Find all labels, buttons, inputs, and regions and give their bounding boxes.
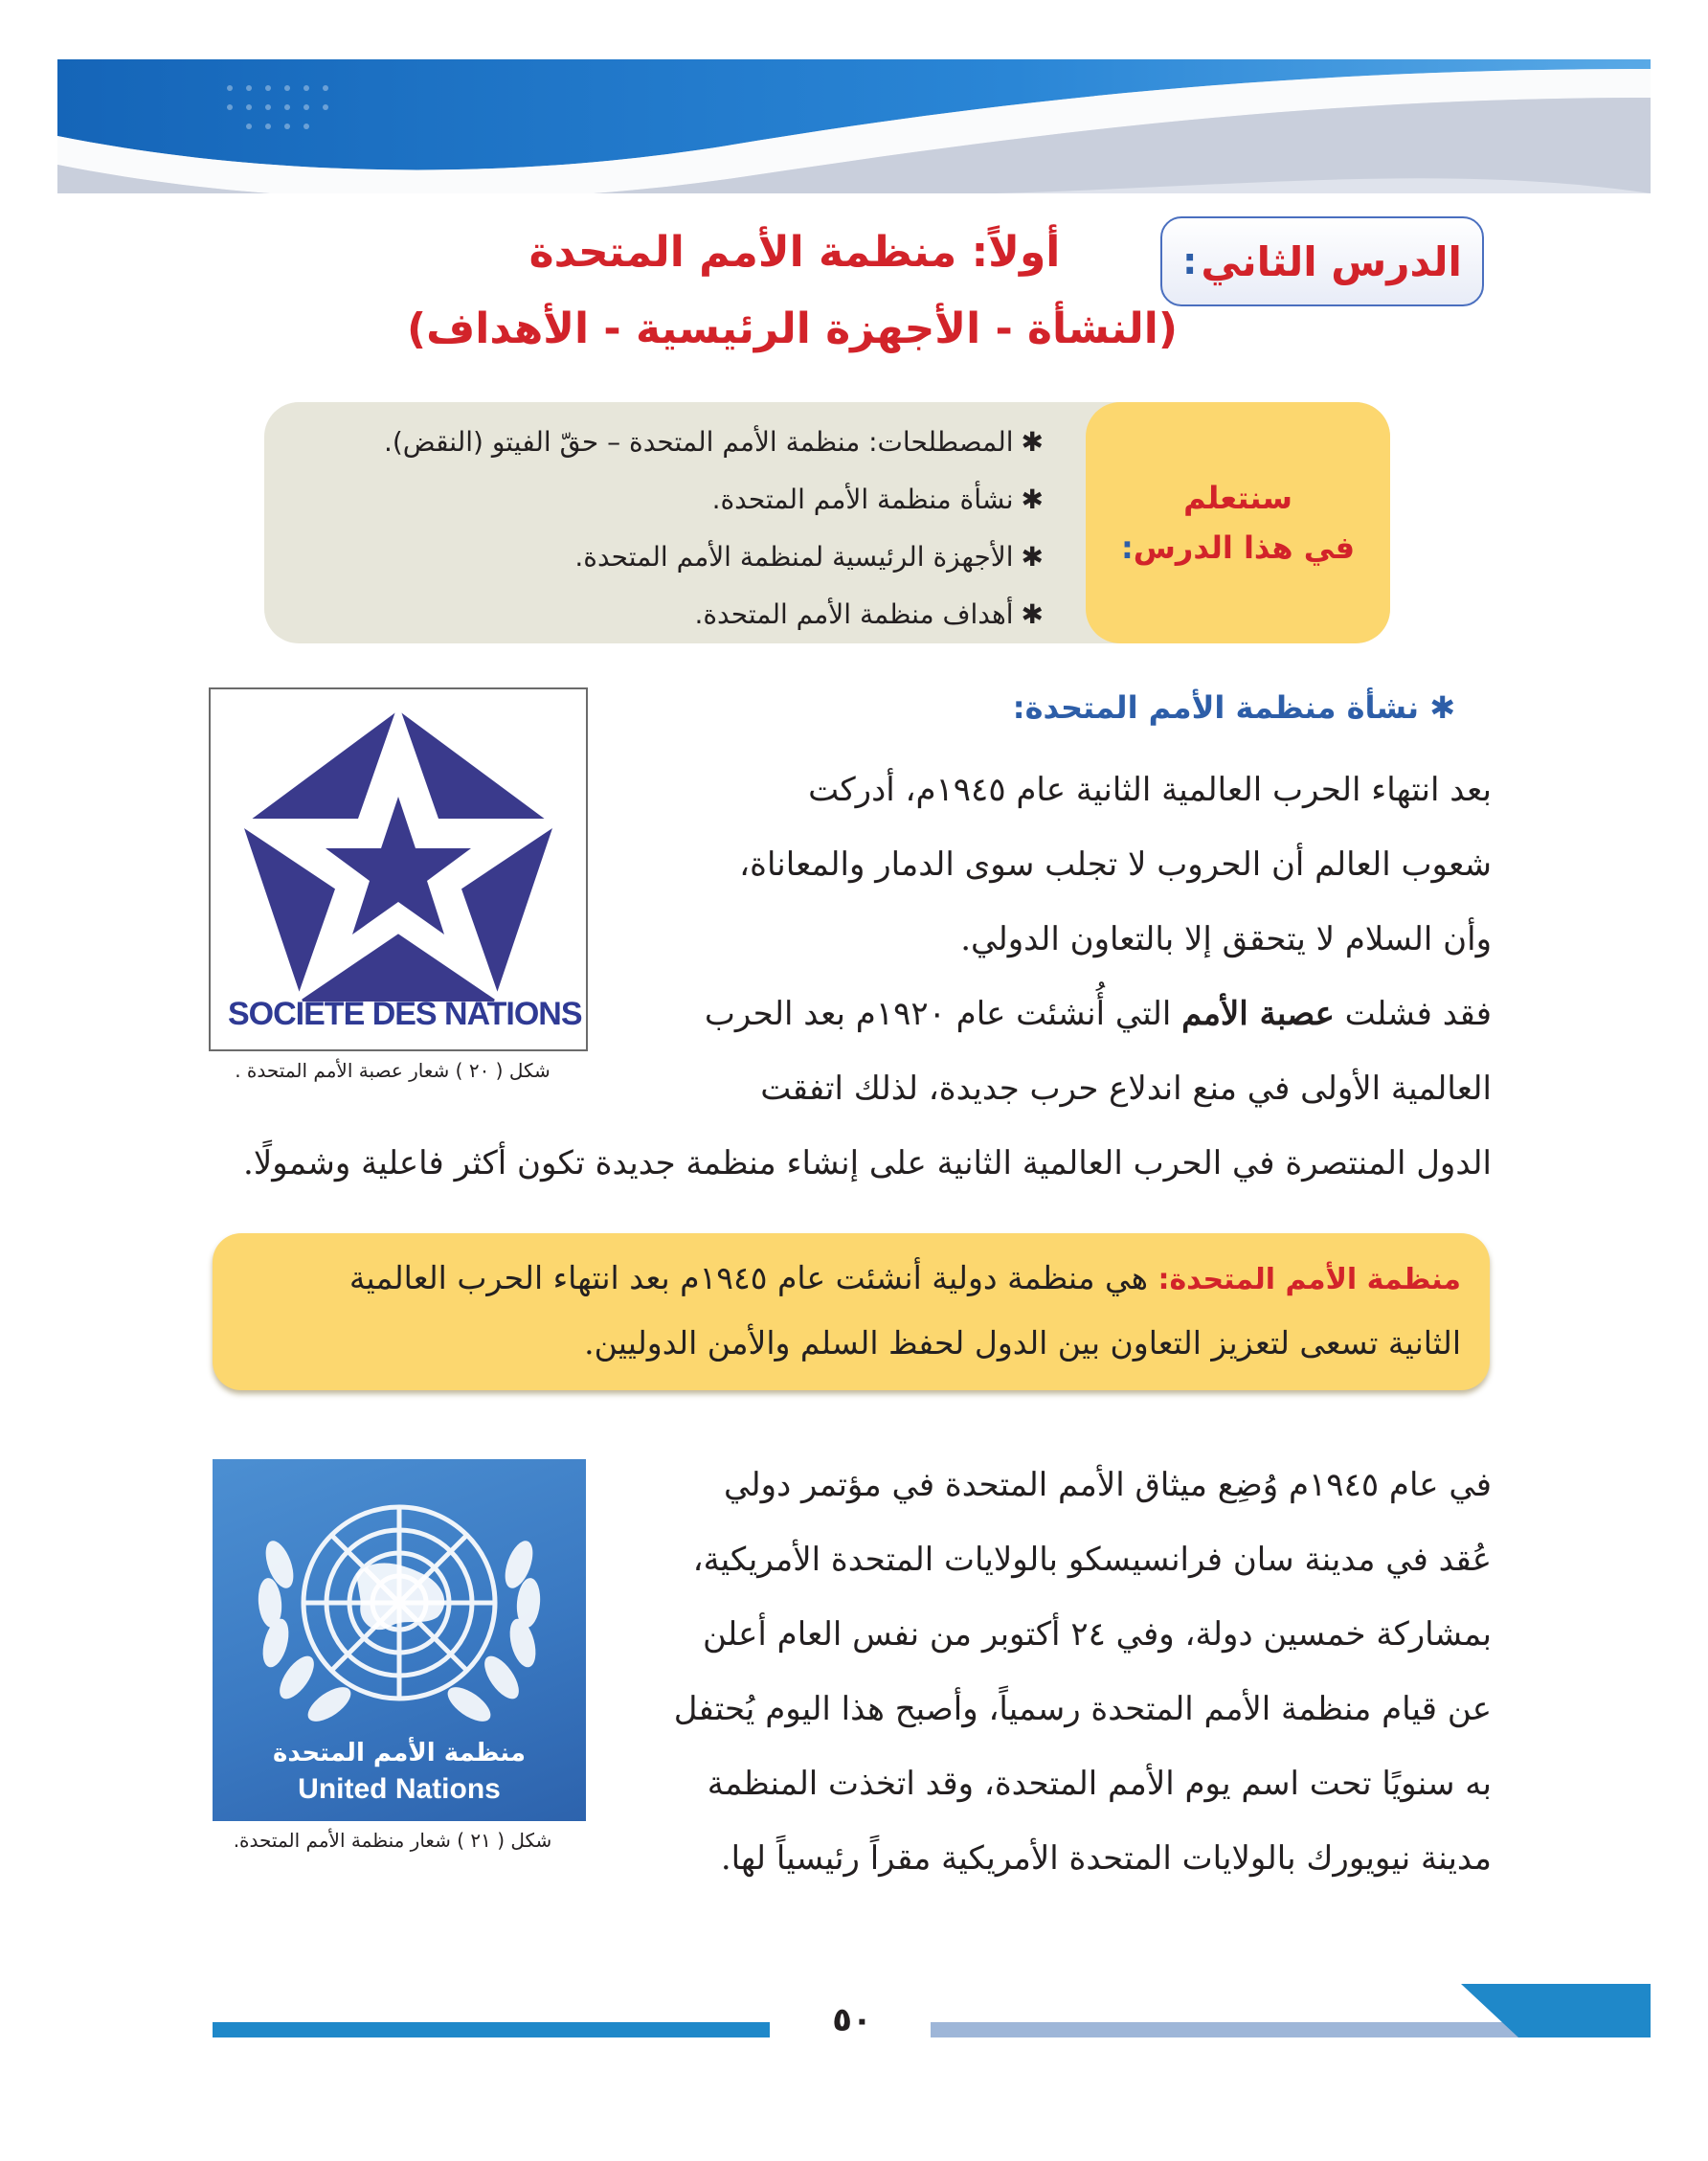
paragraph-line: شعوب العالم أن الحروب لا تجلب سوى الدمار والمعاناة، <box>739 845 1492 884</box>
header-wave-banner <box>57 59 1651 193</box>
lesson-subtitle: (النشأة - الأجهزة الرئيسية - الأهداف) <box>407 304 1178 353</box>
league-logo-text: SOCIETE DES NATIONS <box>228 996 582 1032</box>
bullet-star-icon: ✱ <box>1021 426 1044 458</box>
objective-item: ✱أهداف منظمة الأمم المتحدة. <box>694 598 1044 630</box>
paragraph-line: عن قيام منظمة الأمم المتحدة رسمياً، وأصبح هذا اليوم يُحتفل <box>673 1690 1492 1728</box>
paragraph-line: وأن السلام لا يتحقق إلا بالتعاون الدولي. <box>960 920 1492 958</box>
definition-term: منظمة الأمم المتحدة: <box>1157 1263 1461 1296</box>
paragraph-line: العالمية الأولى في منع اندلاع حرب جديدة، لذلك اتفقت <box>760 1069 1492 1108</box>
objective-item: ✱نشأة منظمة الأمم المتحدة. <box>711 484 1044 515</box>
footer-bar-left <box>213 2022 770 2037</box>
league-of-nations-term: عصبة الأمم <box>1181 995 1335 1033</box>
lesson-title-main: منظمة الأمم المتحدة <box>528 228 957 277</box>
objectives-tab-colon: : <box>1120 529 1134 566</box>
figure-20-caption: شكل ( ٢٠ ) شعار عصبة الأمم المتحدة . <box>235 1059 551 1082</box>
lesson-badge-label: الدرس الثاني <box>1201 237 1462 285</box>
objectives-tab-line-2: في هذا الدرس <box>1133 529 1356 566</box>
paragraph-line: بعد انتهاء الحرب العالمية الثانية عام ١٩٤٥م، أدركت <box>808 771 1492 809</box>
lesson-badge <box>1160 216 1484 306</box>
un-logo-english-text: United Nations <box>298 1773 501 1805</box>
paragraph-line: به سنويًا تحت اسم يوم الأمم المتحدة، وقد اتخذت المنظمة <box>707 1765 1492 1803</box>
bullet-star-icon: ✱ <box>1021 484 1044 515</box>
paragraph-line: بمشاركة خمسين دولة، وفي ٢٤ أكتوبر من نفس العام أعلن <box>703 1615 1492 1654</box>
un-logo-arabic-text: منظمة الأمم المتحدة <box>273 1739 526 1767</box>
paragraph-line: الدول المنتصرة في الحرب العالمية الثانية على إنشاء منظمة جديدة تكون أكثر فاعلية وشمولًا. <box>243 1144 1492 1182</box>
definition-line: منظمة الأمم المتحدة: هي منظمة دولية أنشئت عام ١٩٤٥م بعد انتهاء الحرب العالمية <box>348 1259 1461 1296</box>
lesson-title-prefix: أولاً: <box>971 228 1061 277</box>
lesson-title <box>460 228 1130 277</box>
paragraph-line: عُقد في مدينة سان فرانسيسكو بالولايات المتحدة الأمريكية، <box>692 1541 1492 1579</box>
bullet-star-icon: ✱ <box>1021 598 1044 630</box>
definition-line: الثانية تسعى لتعزيز التعاون بين الدول لحفظ السلم والأمن الدوليين. <box>584 1324 1461 1362</box>
figure-21-caption: شكل ( ٢١ ) شعار منظمة الأمم المتحدة. <box>233 1829 552 1852</box>
paragraph-origin <box>613 753 1492 977</box>
page-number: ٥٠ <box>832 2001 872 2039</box>
lesson-badge-colon: : <box>1182 240 1198 282</box>
bullet-star-icon: ✱ <box>1021 541 1044 573</box>
objectives-tab <box>1086 402 1390 643</box>
paragraph-line: في عام ١٩٤٥م وُضِع ميثاق الأمم المتحدة في مؤتمر دولي <box>723 1466 1492 1504</box>
footer-tab <box>1461 1984 1651 2037</box>
objectives-list <box>287 414 1044 643</box>
section-heading: ✱ نشأة منظمة الأمم المتحدة: <box>1012 689 1455 726</box>
paragraph-charter <box>613 1448 1492 1896</box>
objective-item: ✱الأجهزة الرئيسية لمنظمة الأمم المتحدة. <box>574 541 1044 573</box>
objectives-tab-line-1: سنتعلم <box>1183 480 1292 516</box>
definition-box <box>213 1233 1490 1390</box>
objective-item: ✱المصطلحات: منظمة الأمم المتحدة – حقّ الفيتو (النقض). <box>383 426 1044 458</box>
paragraph-line: مدينة نيويورك بالولايات المتحدة الأمريكية مقراً رئيسياً لها. <box>720 1839 1492 1878</box>
paragraph-line: فقد فشلت عصبة الأمم التي أُنشئت عام ١٩٢٠م بعد الحرب <box>704 995 1492 1033</box>
